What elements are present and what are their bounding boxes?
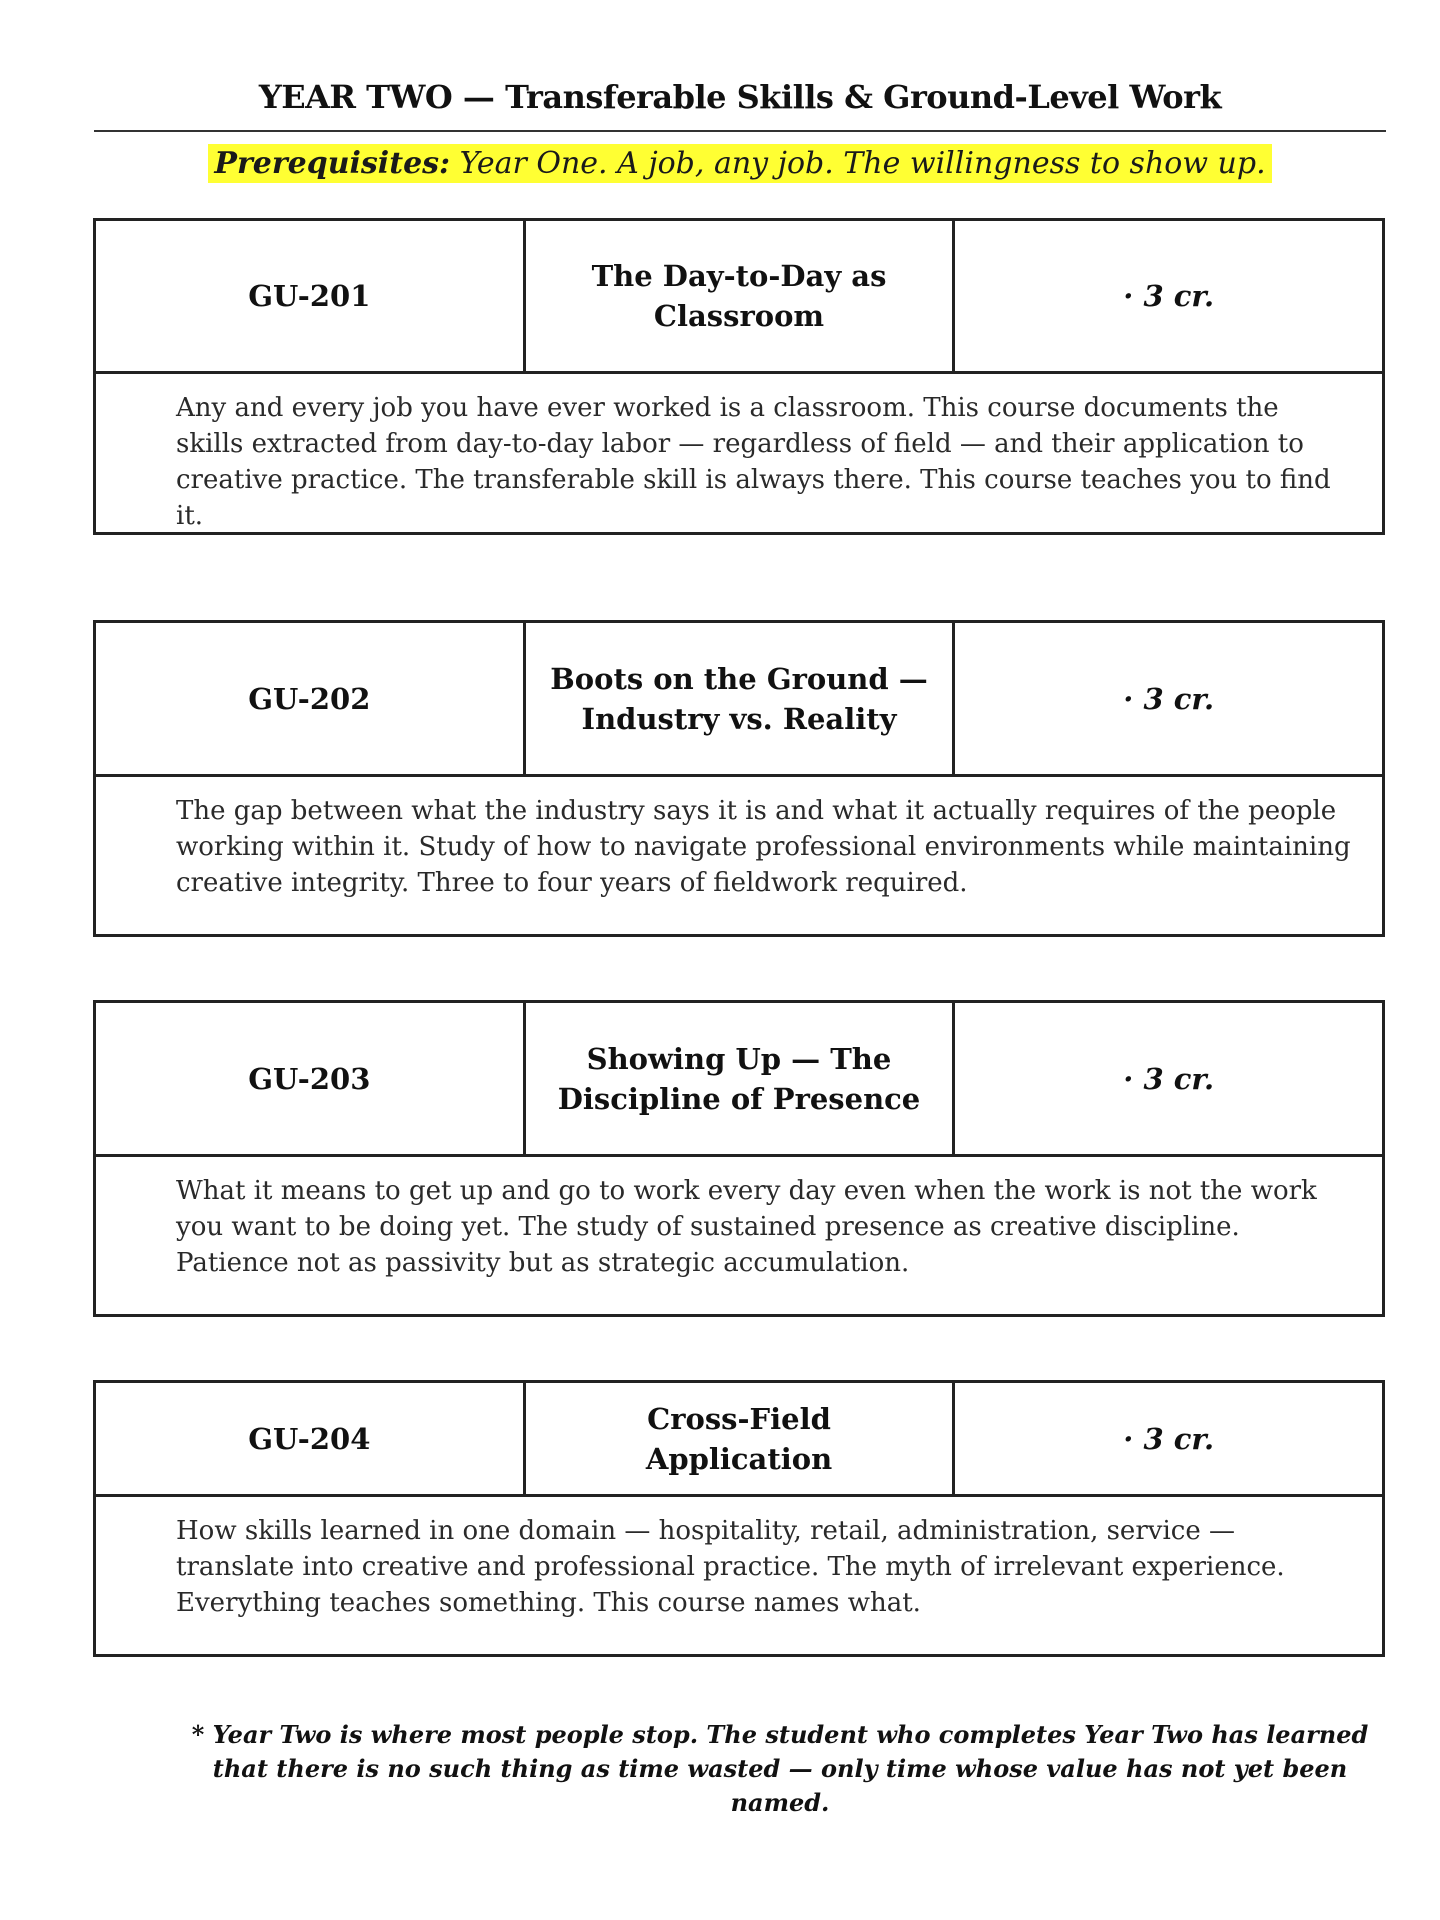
course-header-row (96, 623, 1382, 777)
course-card-gu-201 (93, 218, 1385, 535)
course-credits: · 3 cr. (952, 221, 1382, 371)
course-description: The gap between what the industry says it is and what it actually requires of the people working within it. Study of how to navigate professional environments while maintaining creative integrity. Three to four years of fieldwork required. (176, 796, 1351, 898)
prerequisites-label: Prerequisites: (214, 146, 451, 181)
footnote: * Year Two is where most people stop. The student who completes Year Two has learned that there is no such thing as time wasted — only time whose value has not yet been named. (191, 1720, 1369, 1817)
prerequisites-highlight (208, 144, 1271, 183)
course-credits: · 3 cr. (952, 1383, 1382, 1494)
course-code: GU-203 (248, 1061, 371, 1096)
course-credits: · 3 cr. (952, 623, 1382, 774)
course-title: Showing Up — The Discipline of Presence (523, 1003, 953, 1154)
course-card-gu-204 (93, 1380, 1385, 1657)
course-code: GU-202 (248, 681, 371, 716)
prerequisites-line (94, 144, 1386, 183)
course-description: What it means to get up and go to work every day even when the work is not the work you want to be doing yet. The study of sustained presence as creative discipline. Patience not as passivity but as strategic accumulation. (176, 1176, 1317, 1278)
course-card-gu-203 (93, 1000, 1385, 1317)
course-description: How skills learned in one domain — hospitality, retail, administration, service — translate into creative and professional practice. The myth of irrelevant experience. Everything teaches something. This course names what. (176, 1516, 1285, 1618)
title-divider (94, 130, 1386, 132)
course-header-row (96, 221, 1382, 374)
prerequisites-text: Year One. A job, any job. The willingness to show up. (450, 146, 1266, 181)
course-card-gu-202 (93, 620, 1385, 937)
course-title: The Day-to-Day as Classroom (523, 221, 953, 371)
course-code: GU-201 (248, 279, 371, 313)
course-code: GU-204 (248, 1421, 371, 1456)
course-header-row (96, 1383, 1382, 1497)
course-description: Any and every job you have ever worked is a classroom. This course documents the skills extracted from day-to-day labor — regardless of field — and their application to creative practice. The transferable skill is always there. This course teaches you to find it. (176, 393, 1331, 531)
course-credits: · 3 cr. (952, 1003, 1382, 1154)
course-title: Cross-Field Application (523, 1383, 953, 1494)
course-title: Boots on the Ground — Industry vs. Reality (523, 623, 953, 774)
page-title: YEAR TWO — Transferable Skills & Ground-Level Work (258, 78, 1222, 116)
course-header-row (96, 1003, 1382, 1157)
